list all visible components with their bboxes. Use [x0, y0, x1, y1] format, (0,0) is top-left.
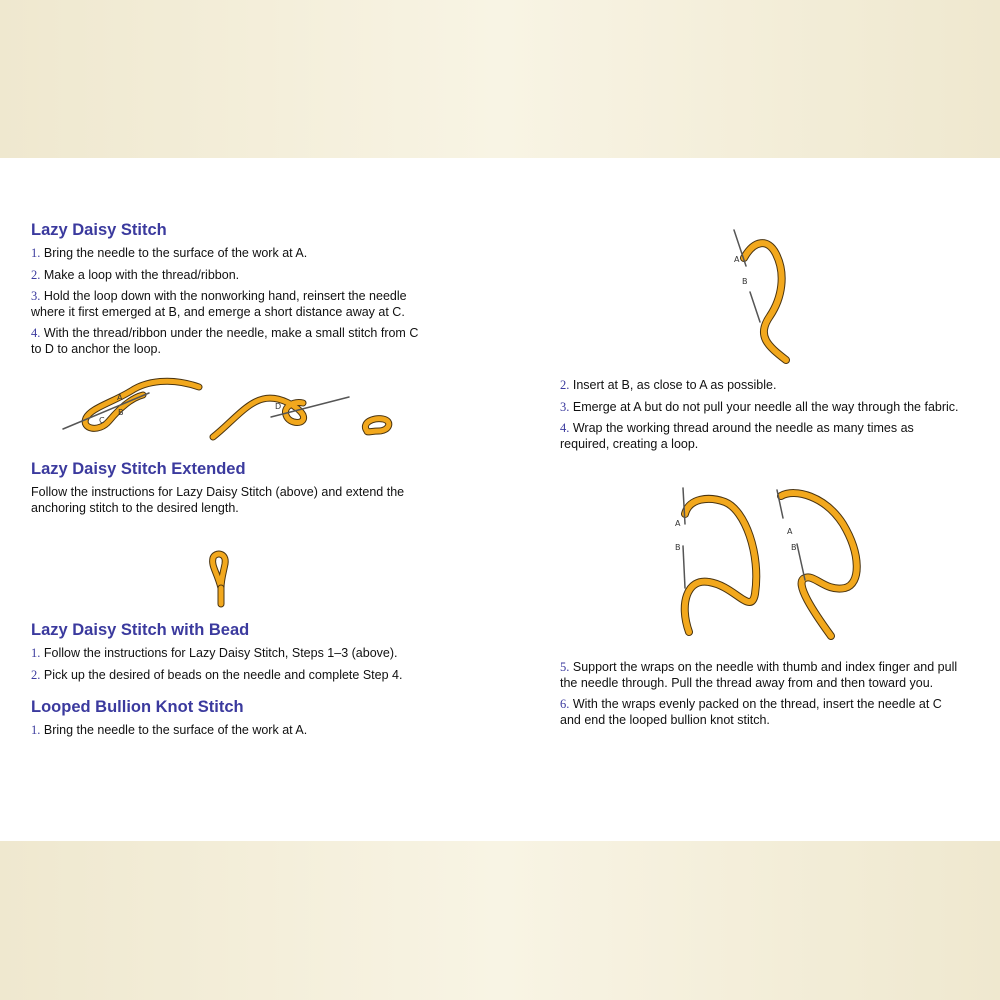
bullion-figure-2: [665, 484, 885, 644]
with-bead-step-1: 1. Follow the instructions for Lazy Daisy Stitch, Steps 1–3 (above).: [31, 646, 398, 660]
label-a: A: [117, 393, 123, 402]
fig1-label-b: B: [742, 277, 748, 286]
label-d: D: [275, 402, 282, 411]
bullion-step-6: 6. With the wraps evenly packed on the thread, insert the needle at C and end the looped bullion knot stitch.: [560, 697, 942, 727]
with-bead-step-2: 2. Pick up the desired of beads on the needle and complete Step 4.: [31, 667, 403, 682]
looped-bullion-step-1: 1. Bring the needle to the surface of the work at A.: [31, 723, 308, 737]
left-column: [31, 220, 426, 745]
label-c: C: [99, 416, 105, 425]
fig1-label-a: A: [734, 255, 740, 264]
lazy-daisy-illustration: [31, 363, 426, 453]
label-b: B: [118, 408, 124, 417]
fig2-label-a2: A: [787, 527, 793, 536]
right-column-b: [560, 660, 960, 734]
looped-bullion-title: Looped Bullion Knot Stitch: [31, 698, 244, 716]
fig2-label-a: A: [675, 519, 681, 528]
extended-illustration: [31, 530, 426, 610]
bullion-step-4: 4. Wrap the working thread around the needle as many times as required, creating a loop.: [560, 421, 914, 451]
lazy-daisy-step-1: 1. Bring the needle to the surface of the work at A.: [31, 246, 308, 260]
fig2-label-b2: B: [791, 543, 797, 552]
bullion-figure-1: [720, 226, 840, 376]
lazy-daisy-step-4: 4. With the thread/ribbon under the needle, make a small stitch from C to D to anchor the loop.: [31, 326, 419, 356]
bullion-step-5: 5. Support the wraps on the needle with thumb and index finger and pull the needle through. Pull the thread away from and then toward you.: [560, 660, 958, 690]
fig2-label-b: B: [675, 543, 681, 552]
bullion-step-3: 3. Emerge at A but do not pull your needle all the way through the fabric.: [560, 399, 959, 414]
book-page: [0, 158, 1000, 841]
lazy-daisy-title: Lazy Daisy Stitch: [31, 221, 167, 239]
bullion-step-2: 2. Insert at B, as close to A as possible.: [560, 378, 777, 392]
extended-title: Lazy Daisy Stitch Extended: [31, 460, 246, 478]
with-bead-title: Lazy Daisy Stitch with Bead: [31, 621, 250, 639]
right-column-a: [560, 378, 960, 458]
lazy-daisy-step-3: 3. Hold the loop down with the nonworking hand, reinsert the needle where it first emerged at B, and emerge a short distance away at C.: [31, 289, 407, 319]
extended-text: Follow the instructions for Lazy Daisy Stitch (above) and extend the anchoring stitch to the desired length.: [31, 485, 405, 515]
lazy-daisy-step-2: 2. Make a loop with the thread/ribbon.: [31, 267, 240, 282]
